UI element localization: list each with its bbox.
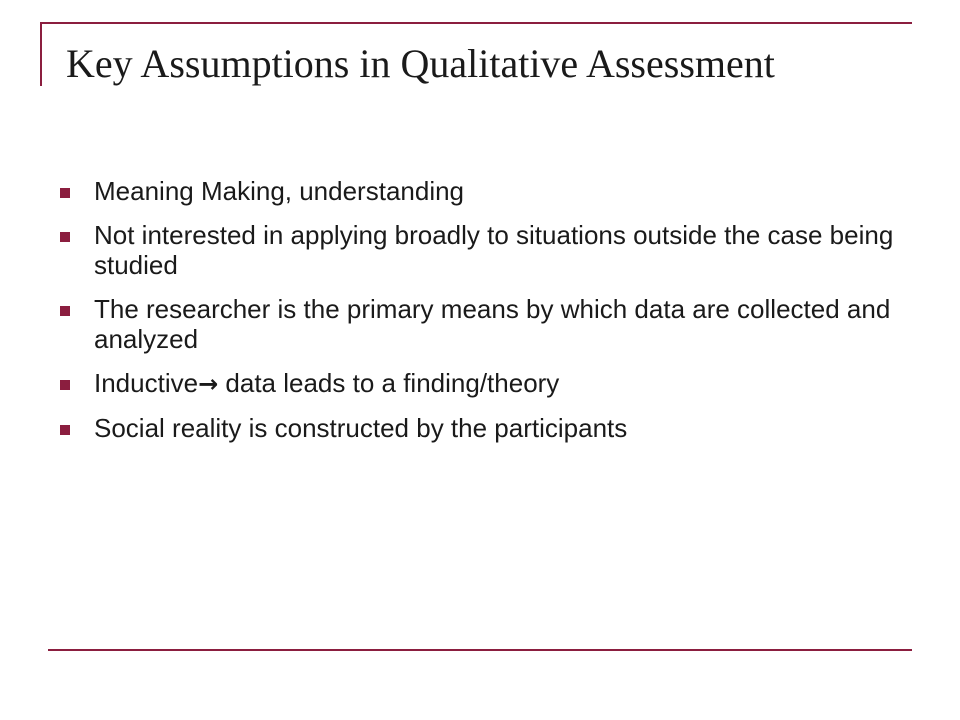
arrow-right-icon: → bbox=[198, 370, 219, 398]
slide-title: Key Assumptions in Qualitative Assessment bbox=[66, 41, 775, 86]
top-border-line bbox=[40, 22, 912, 24]
bullet-text: The researcher is the primary means by which data are collected and analyzed bbox=[94, 294, 891, 354]
bullet-item bbox=[60, 368, 900, 399]
bottom-border-line bbox=[48, 649, 912, 651]
bullet-list bbox=[60, 176, 900, 457]
square-bullet-icon bbox=[60, 188, 70, 198]
square-bullet-icon bbox=[60, 380, 70, 390]
bullet-item bbox=[60, 220, 900, 280]
square-bullet-icon bbox=[60, 425, 70, 435]
bullet-text-inductive-rest: data leads to a finding/theory bbox=[218, 368, 560, 398]
bullet-text: Social reality is constructed by the participants bbox=[94, 413, 628, 443]
bullet-text-inductive: Inductive bbox=[94, 368, 199, 398]
bullet-text: Not interested in applying broadly to situations outside the case being studied bbox=[94, 220, 894, 280]
bullet-item bbox=[60, 176, 900, 206]
left-border-line bbox=[40, 22, 42, 86]
square-bullet-icon bbox=[60, 232, 70, 242]
bullet-text: Meaning Making, understanding bbox=[94, 176, 465, 206]
square-bullet-icon bbox=[60, 306, 70, 316]
bullet-item bbox=[60, 413, 900, 443]
bullet-item bbox=[60, 294, 900, 354]
